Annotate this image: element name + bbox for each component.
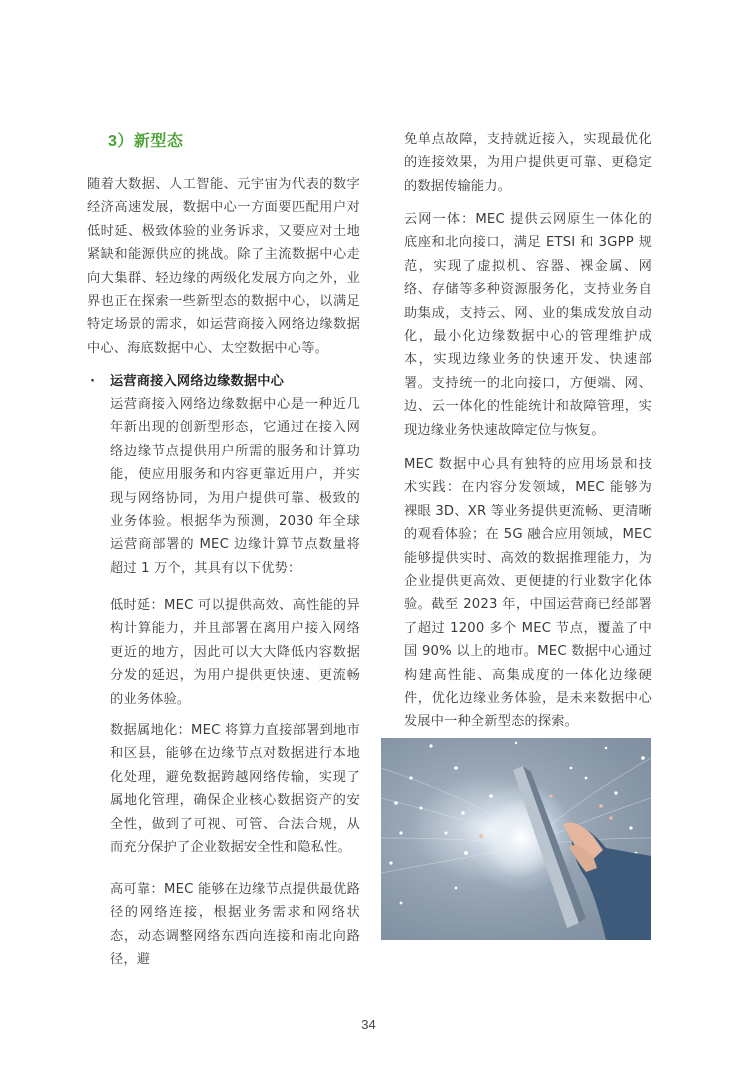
bullet-paragraph-data-localization <box>110 719 360 859</box>
paragraph-text: 低时延：MEC 可以提供高效、高性能的异构计算能力，并且部署在离用户接入网络更近的地方，因此可以大大降低内容数据分发的延迟，为用户提供更快速、更流畅的业务体验。 <box>110 598 360 707</box>
right-paragraph-mec-scenarios <box>404 453 652 734</box>
paragraph-text: 高可靠：MEC 能够在边缘节点提供最优路径的网络连接，根据业务需求和网络状态，动态调整网络东西向连接和南北向路径，避 <box>110 882 360 968</box>
illustration-photo <box>381 738 651 940</box>
network-globe-illustration-icon <box>381 738 651 940</box>
paragraph-text: 免单点故障，支持就近接入，实现最优化的连接效果，为用户提供更可靠、更稳定的数据传输能力。 <box>404 132 652 194</box>
bullet-paragraph-high-reliability <box>110 878 360 972</box>
intro-text: 随着大数据、人工智能、元宇宙为代表的数字经济高速发展，数据中心一方面要匹配用户对低时延、极致体验的业务诉求，又要应对土地紧缺和能源供应的挑战。除了主流数据中心走向大集群、轻边缘的两级化发展方向之外，业界也正在探索一些新型态的数据中心，以满足特定场景的需求，如运营商接入网络边缘数据中心、海底数据中心、太空数据中心等。 <box>87 177 360 356</box>
page-number: 34 <box>361 1017 376 1032</box>
bullet-marker: · <box>90 374 96 389</box>
right-paragraph-continuation <box>404 128 652 198</box>
paragraph-text: 数据属地化：MEC 将算力直接部署到地市和区县，能够在边缘节点对数据进行本地化处理，避免数据跨越网络传输，实现了属地化管理，确保企业核心数据资产的安全性，做到了可视、可管、合法合规，从而充分保护了企业数据安全性和隐私性。 <box>110 723 360 856</box>
bullet-paragraph-intro <box>110 393 360 580</box>
right-paragraph-cloud-network <box>404 208 652 442</box>
intro-paragraph <box>87 173 360 360</box>
bullet-paragraph-low-latency <box>110 594 360 711</box>
paragraph-text: 运营商接入网络边缘数据中心是一种近几年新出现的创新型形态，它通过在接入网络边缘节点提供用户所需的服务和计算功能，使应用服务和内容更靠近用户，并实现与网络协同，为用户提供可靠、极致的业务体验。根据华为预测，2030 年全球运营商部署的 MEC 边缘计算节点数量将超过 1 万个，其具有以下优势： <box>110 397 360 576</box>
bullet-title: 运营商接入网络边缘数据中心 <box>110 374 285 389</box>
section-heading: 3）新型态 <box>108 133 184 150</box>
paragraph-text: MEC 数据中心具有独特的应用场景和技术实践：在内容分发领域，MEC 能够为裸眼 3D、XR 等业务提供更流畅、更清晰的观看体验；在 5G 融合应用领域，MEC 能够提供实时、高效的数据推理能力，为企业提供更高效、更便捷的行业数字化体验。截至 2023 年，中国运营商已经部署了超过 1200 多个 MEC 节点，覆盖了中国 90% 以上的地市。MEC 数据中心通过构建高性能、高集成度的一体化边缘硬件，优化边缘业务体验，是未来数据中心发展中一种全新型态的探索。 <box>404 457 652 730</box>
paragraph-text: 云网一体：MEC 提供云网原生一体化的底座和北向接口，满足 ETSI 和 3GPP 规范，实现了虚拟机、容器、裸金属、网络、存储等多种资源服务化，支持业务自助集成，支持云、网、业的集成发放自动化，最小化边缘数据中心的管理维护成本，实现边缘业务的快速开发、快速部署。支持统一的北向接口，方便端、网、边、云一体化的性能统计和故障管理，实现边缘业务快速故障定位与恢复。 <box>404 212 652 438</box>
